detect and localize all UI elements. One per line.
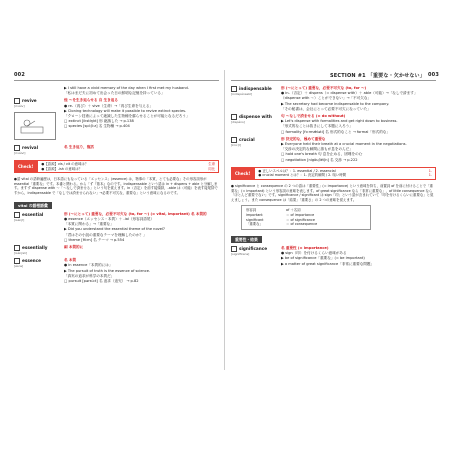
entry-indispensable [231, 86, 436, 112]
check-answer: 1. [428, 173, 432, 178]
check-question: ●【語源】vis / vit の意味は？ [41, 162, 89, 167]
headword: indispensable [239, 86, 272, 91]
pronunciation: [riváivl] [14, 150, 26, 155]
example-sentence: ▶ Cloning technology will make it possible to revive extinct species. [64, 108, 187, 113]
check-question: ● 正しいスペルは？：1. essential / 2. essencial [258, 168, 336, 173]
right-page-content [231, 86, 436, 269]
example-translation: 「その秘書は，会社にとって必要不可欠になっていた」 [281, 106, 371, 111]
etymology: ● essence（エッセンス・本質）＋ -ial（形容詞語尾） [64, 216, 155, 221]
check-answer: 生命 [208, 162, 215, 167]
table-row: 「重要な」 ＝ of consequence [246, 222, 318, 227]
header-rule-right [231, 80, 436, 81]
example-translation: 「君はその小説の重要なテーマを理解したのか？」 [64, 232, 147, 237]
phrase: ▶ a matter of great significance「非常に重要な問題」 [281, 261, 375, 266]
etymology: ● re-（再び）＋ vive（生命）→「再び生命を与える」 [64, 103, 154, 108]
headword: essential [22, 211, 44, 217]
checkbox-icon[interactable] [14, 212, 20, 218]
example-translation: 「形式的なことは抜きにして本題に入ろう」 [281, 124, 353, 129]
equivalence-table [241, 205, 371, 229]
entry-continued [14, 86, 219, 96]
headword: essence [22, 258, 41, 264]
definition: 句 ～なしで済ませる (= do without) [281, 114, 346, 119]
checkbox-icon[interactable] [14, 145, 20, 151]
headword: revival [22, 144, 39, 150]
entry-essential [14, 212, 219, 243]
table-row: significant ＝ of significance [246, 217, 315, 222]
header-rule-left [14, 80, 219, 81]
definition: 他 ～を生き返らせる 自 生き返る [64, 98, 118, 103]
example-sentence: ▶ Everyone held their breath at a crucial moment in the negotiations. [281, 142, 407, 147]
section-title: SECTION #1 「重要な・欠かせない」 [330, 73, 425, 79]
definition: 形 決定的な，極めて重要な [281, 136, 326, 141]
pronunciation: [ésns] [14, 264, 24, 269]
headword: dispense with [239, 114, 272, 120]
example-translation: 「私はまだ夫に初めて出会った日の鮮明な記憶を持っている」 [64, 91, 165, 96]
pronunciation: [signífikəns] [231, 251, 250, 256]
pronunciation: [isénʃəli] [14, 251, 28, 255]
definition: 形 (～にとって) 重要な，必要不可欠な (to, for ～) [281, 86, 367, 90]
pronunciation: [krúːʃl] [231, 142, 242, 147]
pronunciation: [dispéns] [231, 120, 245, 125]
etymology: ● sign（印）を付けるくらい意味がある [281, 251, 347, 256]
explanation-note: ●語 vital の語幹遍歴は，日本語にもなっている「エッセンス」(essence) は，物事の「本質，とても必要な」その形容詞形が essential「重要な」です。本番と関わる。から「ず『基本』なのです。indispensable という語は in + dispens + able と分解します。ますず dispense with ～「～なしで済ませる」という句を覚えます。in（否定）を前す接頭辞，-able は（可能）を表す接尾辞ですから，indispensable で「なしでは済ませられない」→必要不可欠な，重要な」という意味になるのです。 [14, 177, 218, 195]
headword: significance [239, 245, 268, 251]
left-page-content [14, 86, 219, 286]
related-word: □ formality [fɔːrmǽləti] 名 形式的なこと → formal「形式的な」 [281, 129, 390, 134]
etymology: （dispense with ～）ことができない」→「不可欠な」 [281, 96, 372, 101]
definition: 名 重要性 (= importance) [281, 245, 329, 250]
definition: 副 本質的に [64, 245, 84, 249]
check-tag: Check! [14, 160, 37, 173]
pronunciation: [riváiv] [14, 104, 25, 109]
entry-crucial [231, 137, 436, 163]
definition: 名 生き返り，復活 [64, 144, 95, 149]
check-question: ● crucial moment とは？：1. 決定的瞬間 / 2. 喧い時間 [258, 173, 347, 178]
page-gutter [224, 70, 225, 370]
example-translation: 「真実の追求が科学の本質だ」 [64, 273, 115, 278]
related-word: □ extinct [ikstíŋkt] 形 絶滅した → p.138 [64, 119, 134, 124]
headword: revive [22, 98, 37, 104]
entry-essentially [14, 245, 219, 256]
example-sentence: ▶ The pursuit of truth is the essence of science. [64, 268, 151, 273]
entry-essence [14, 258, 219, 284]
entry-dispense-with [231, 114, 436, 135]
page-number-right: 003 [428, 72, 440, 78]
example-sentence: ▶ The secretary had become indispensable to the company. [281, 101, 390, 106]
entry-significance [231, 246, 436, 267]
page-number-left: 002 [14, 72, 26, 78]
headword: crucial [239, 136, 255, 142]
definition: 形 (～にとって) 重要な，必要不可欠な (to, for ～) (= vital, important) 名 本質的 [64, 211, 207, 216]
check-tag: Check! [231, 167, 254, 180]
revive-illustration-icon [14, 112, 56, 140]
related-word: □ pursuit [pərsúːt] 名 追求（追究） → p.82 [64, 279, 139, 284]
definition: 名 本質 [64, 258, 77, 263]
section-heading: vital の語根語彙 [14, 202, 52, 209]
table-row: 形容詞 of ＋名詞 [246, 208, 301, 213]
related-word: □ theme [θiːm] 名 テーマ → p.554 [64, 237, 125, 242]
check-answer: 1. [428, 168, 432, 173]
example-translation: 「交渉の決定的な瞬間に誰もが息をのんだ」 [281, 147, 353, 152]
example-sentence: ▶ Did you understand the essential theme of the novel? [64, 227, 165, 232]
entry-revive [14, 98, 219, 142]
example-translation: 「クローン技術によって絶滅した生物種を蘇らせることが可能となるだろう」 [64, 114, 190, 119]
related-word: □ negotiation [nigòuʃiéiʃn] 名 交渉 → p.222 [281, 157, 358, 162]
headword: essentially [22, 245, 48, 250]
pronunciation: [indispénsəbl] [231, 92, 253, 96]
related-word: □ species [spíːʃiːz] 名 生物種 → p.404 [64, 124, 130, 129]
check-question: ●【語源】-ish の意味は？ [41, 166, 82, 171]
table-row: important ＝ of importance [246, 213, 315, 217]
check-box [14, 160, 219, 173]
example-sentence: ▶ Let's dispense with formalities and get right down to business. [281, 119, 398, 124]
related-word: □ hold one's breath 句 息を止める，固唾をのむ [281, 152, 363, 157]
explanation-note: ● significance と consequence の 2 つの語は「重要性」(= importance) という意味を持ち，前置詞 of を前に付けることで「重要な」(= important) という形容詞の意味を表します。of great significance なら「非常に重要な」，of little consequence なら「ほとんど重要でない」です。significance / significant は sign「印」という語が含まれていて「印を付けるくらいに重要な」と覚えましょう。また consequence は「結果」「重要さ」の 2 つの意味を覚えます。 [231, 184, 434, 202]
check-answer: 同比 [208, 166, 215, 171]
phrase: ● in essence「本質的には」 [64, 263, 113, 268]
checkbox-icon[interactable] [231, 137, 237, 143]
phrase: ▶ be of significance「重要な」(= be important) [281, 256, 365, 261]
etymology: ● in-（否定）＋ dispens（= dispense with）＋ able（可能）→「なしで済ます」 [281, 91, 418, 96]
pronunciation: [isénʃl] [14, 217, 25, 222]
etymology: 「本質に関わる」→「重要な」 [64, 222, 114, 227]
section-heading: 重要性・結果 [231, 236, 262, 243]
example-sentence: ▶ I still have a vivid memory of the day when I first met my husband. [64, 86, 189, 90]
entry-revival [14, 145, 219, 156]
check-box [231, 167, 436, 180]
